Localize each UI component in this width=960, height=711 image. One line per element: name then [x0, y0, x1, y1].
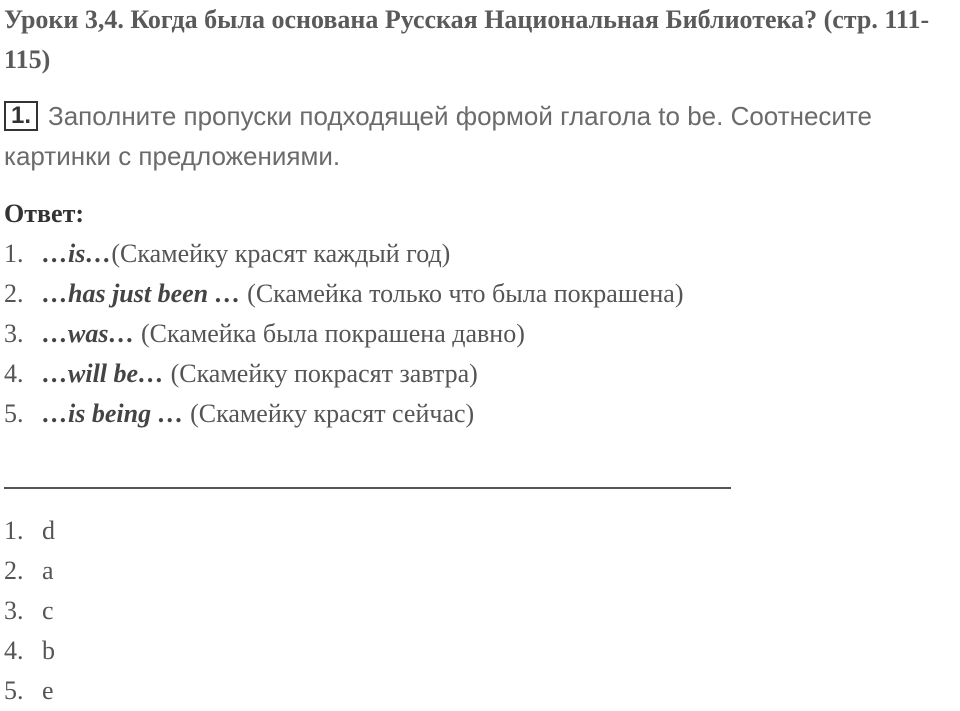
task-number-badge: 1. — [4, 101, 38, 131]
match-number: 3. — [4, 596, 24, 625]
answer-number: 1. — [4, 239, 24, 268]
section-divider — [4, 487, 731, 489]
answer-translation: (Скамейка была покрашена давно) — [134, 319, 525, 348]
answer-translation: (Скамейку красят сейчас) — [183, 399, 475, 428]
match-letter: b — [42, 636, 55, 665]
answer-phrase: …will be… — [42, 359, 165, 388]
match-item — [4, 551, 55, 591]
task-text: Заполните пропуски подходящей формой глагола to be. Соотнесите картинки с предложениями. — [4, 101, 873, 171]
match-letter: e — [42, 676, 54, 705]
answer-item — [4, 394, 684, 434]
match-item — [4, 511, 55, 551]
match-letter: d — [42, 516, 55, 545]
answer-phrase: …was… — [42, 319, 135, 348]
answer-number: 2. — [4, 279, 24, 308]
answer-heading: Ответ: — [4, 199, 85, 228]
match-number: 5. — [4, 676, 24, 705]
answer-phrase: …is being … — [42, 399, 184, 428]
page-title: Уроки 3,4. Когда была основана Русская Национальная Библиотека? (стр. 111-115) — [4, 5, 930, 74]
match-number: 4. — [4, 636, 24, 665]
match-letter: c — [42, 596, 54, 625]
match-item — [4, 671, 55, 711]
match-number: 2. — [4, 556, 24, 585]
match-item — [4, 591, 55, 631]
answer-phrase: …has just been … — [42, 279, 241, 308]
answer-number: 3. — [4, 319, 24, 348]
task-instruction — [4, 96, 954, 176]
answer-phrase: …is… — [42, 239, 112, 268]
match-item — [4, 631, 55, 671]
answer-translation: (Скамейка только что была покрашена) — [240, 279, 684, 308]
answer-list — [4, 234, 684, 434]
match-number: 1. — [4, 516, 24, 545]
match-list — [4, 511, 55, 711]
answer-item — [4, 314, 684, 354]
answer-number: 4. — [4, 359, 24, 388]
answer-item — [4, 354, 684, 394]
answer-number: 5. — [4, 399, 24, 428]
answer-translation: (Скамейку красят каждый год) — [111, 239, 451, 268]
answer-item — [4, 274, 684, 314]
answer-item — [4, 234, 684, 274]
answer-translation: (Скамейку покрасят завтра) — [164, 359, 478, 388]
match-letter: a — [42, 556, 54, 585]
